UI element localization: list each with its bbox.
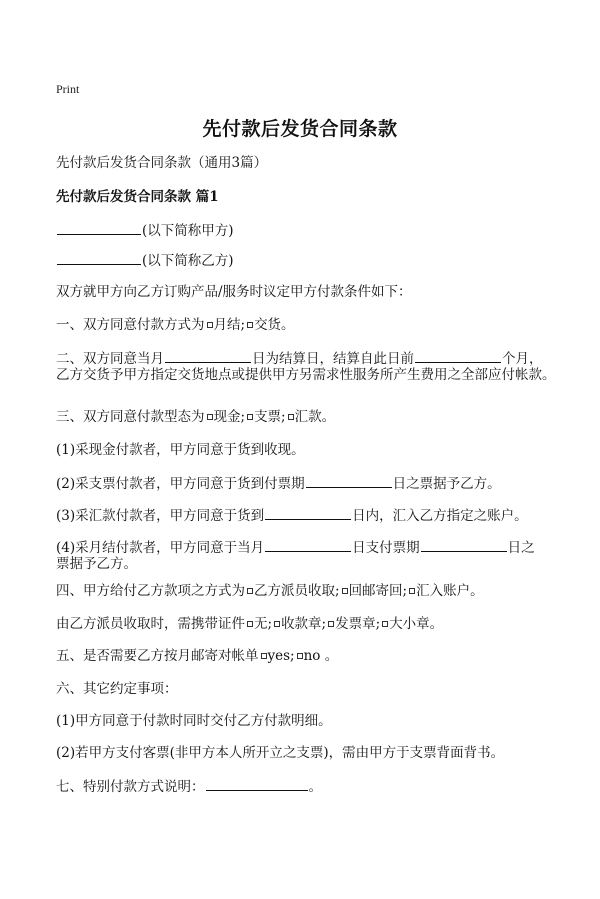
- clause-1: [56, 316, 556, 334]
- checkbox-delivery[interactable]: [247, 322, 253, 328]
- option-transfer: 汇入账户。: [416, 583, 484, 599]
- checkbox-check[interactable]: [247, 414, 253, 420]
- sub-clause-2-text-a: (2)采支票付款者，甲方同意于货到付票期: [56, 476, 305, 492]
- option-yes: yes;: [267, 648, 295, 664]
- clause-4b: [56, 615, 556, 633]
- party-b-line: [56, 250, 556, 270]
- clause-3-text: 三、双方同意付款型态为: [56, 409, 205, 425]
- option-invoice-stamp: 发票章;: [335, 616, 381, 632]
- clause-7-end: 。: [308, 779, 322, 795]
- sub-clause-4-text-c: 日之: [507, 540, 535, 556]
- clause-6-item-2: (2)若甲方支付客票(非甲方本人所开立之支票)，需由甲方于支票背面背书。: [56, 745, 505, 761]
- option-cash: 现金;: [213, 409, 246, 425]
- checkbox-receipt-stamp[interactable]: [274, 621, 280, 627]
- option-delivery: 交货。: [254, 317, 295, 333]
- print-link[interactable]: Print: [56, 82, 80, 96]
- clause-4: [56, 582, 556, 600]
- monthly-pay-day-blank[interactable]: [265, 537, 351, 552]
- option-seals: 大小章。: [389, 616, 444, 632]
- document-title: 先付款后发货合同条款: [202, 118, 398, 140]
- clause-2-text-c: 个月，: [502, 351, 543, 367]
- sub-clause-1: (1)采现金付款者，甲方同意于货到收现。: [56, 442, 305, 458]
- checkbox-transfer[interactable]: [409, 588, 415, 594]
- checkbox-collector[interactable]: [247, 588, 253, 594]
- party-b-label: (以下简称乙方): [142, 253, 234, 269]
- sub-clause-4-text-a: (4)采月结付款者，甲方同意于当月: [56, 540, 265, 556]
- party-a-label: (以下简称甲方): [142, 223, 234, 239]
- intro-paragraph: 双方就甲方向乙方订购产品/服务时议定甲方付款条件如下：: [56, 284, 412, 300]
- clause-2-text-b: 日为结算日，结算自此日前: [252, 351, 414, 367]
- checkbox-remittance[interactable]: [288, 414, 294, 420]
- party-a-line: [56, 220, 556, 240]
- option-check: 支票;: [254, 409, 286, 425]
- sub-clause-4-line-2: 票据予乙方。: [56, 556, 137, 572]
- clause-4b-text: 由乙方派员收取时，需携带证件: [56, 616, 245, 632]
- option-remittance: 汇款。: [294, 409, 336, 425]
- monthly-term-blank[interactable]: [421, 537, 507, 552]
- sub-clause-3-text-b: 日内，汇入乙方指定之账户。: [352, 508, 528, 524]
- remit-days-blank[interactable]: [265, 505, 351, 520]
- sub-clause-4-line-1: [56, 537, 556, 557]
- checkbox-yes[interactable]: [261, 653, 267, 659]
- checkbox-none[interactable]: [247, 621, 253, 627]
- checkbox-cash[interactable]: [207, 414, 213, 420]
- clause-3: [56, 408, 556, 426]
- option-collector: 乙方派员收取;: [254, 583, 340, 599]
- checkbox-monthly[interactable]: [207, 322, 213, 328]
- clause-4-text: 四、甲方给付乙方款项之方式为: [56, 583, 245, 599]
- option-receipt-stamp: 收款章;: [281, 616, 327, 632]
- months-blank[interactable]: [415, 348, 501, 363]
- checkbox-seals[interactable]: [382, 621, 388, 627]
- sub-clause-4-text-b: 日支付票期: [352, 540, 420, 556]
- party-a-blank[interactable]: [57, 220, 141, 235]
- checkbox-mail-back[interactable]: [342, 588, 348, 594]
- option-monthly: 月结;: [213, 317, 246, 333]
- clause-5-text: 五、是否需要乙方按月邮寄对帐单: [56, 648, 259, 664]
- option-no: no 。: [303, 648, 339, 664]
- clause-2-line-2: 乙方交货予甲方指定交货地点或提供甲方另需求性服务所产生费用之全部应付帐款。: [56, 367, 556, 383]
- clause-7-text: 七、特别付款方式说明：: [56, 779, 205, 795]
- sub-clause-3-text-a: (3)采汇款付款者，甲方同意于货到: [56, 508, 265, 524]
- party-b-blank[interactable]: [57, 250, 141, 265]
- checkbox-invoice-stamp[interactable]: [328, 621, 334, 627]
- special-payment-blank[interactable]: [206, 776, 308, 791]
- sub-clause-2-text-b: 日之票据予乙方。: [392, 476, 501, 492]
- section-heading: 先付款后发货合同条款 篇1: [56, 189, 219, 205]
- option-none: 无;: [254, 616, 273, 632]
- sub-clause-2: [56, 473, 556, 493]
- option-mail-back: 回邮寄回;: [348, 583, 408, 599]
- sub-clause-3: [56, 505, 556, 525]
- check-term-blank[interactable]: [306, 473, 392, 488]
- document-subtitle: 先付款后发货合同条款（通用3篇）: [56, 155, 268, 171]
- clause-6-item-1: (1)甲方同意于付款时同时交付乙方付款明细。: [56, 713, 332, 729]
- clause-7: [56, 776, 556, 796]
- checkbox-no[interactable]: [297, 653, 303, 659]
- clause-2-line-1: [56, 348, 556, 368]
- settlement-day-blank[interactable]: [165, 348, 251, 363]
- clause-5: [56, 647, 556, 665]
- clause-6: 六、其它约定事项：: [56, 681, 178, 697]
- clause-2-text-a: 二、双方同意当月: [56, 351, 164, 367]
- clause-1-text: 一、双方同意付款方式为: [56, 317, 205, 333]
